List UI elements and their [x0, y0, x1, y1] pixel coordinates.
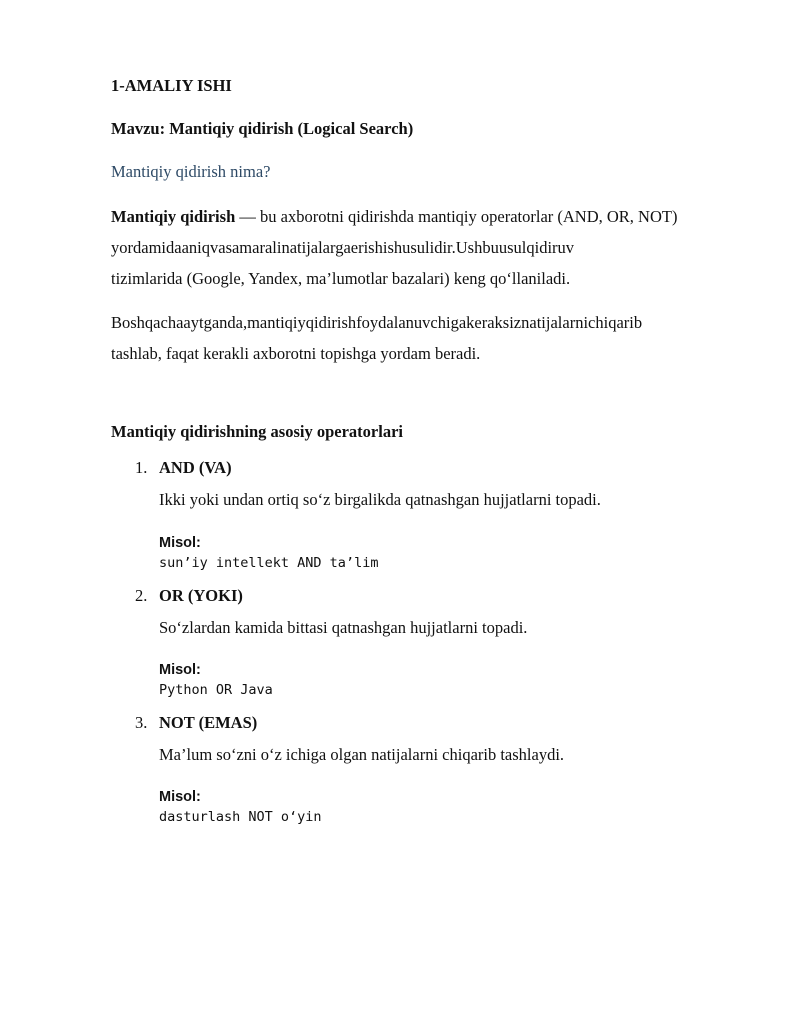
example-code: dasturlash NOT o‘yin — [159, 809, 322, 825]
list-number: 1. — [135, 458, 148, 477]
operator-name: AND (VA) — [159, 458, 232, 477]
summary-word: natijalarni — [521, 313, 589, 332]
definition-word: usul — [498, 238, 527, 257]
definition-word: qidiruv — [526, 238, 575, 257]
definition-line-1-rest: — bu axborotni qidirishda mantiqiy operatorlar (AND, OR, NOT) — [235, 207, 678, 226]
summary-line-1 — [111, 307, 743, 338]
definition-word: samarali — [225, 238, 282, 257]
section-heading-operators: Mantiqiy qidirishning asosiy operatorlari — [111, 422, 403, 441]
definition-word: yordamida — [111, 238, 182, 257]
definition-word: aniq — [181, 238, 210, 257]
document-title: 1-AMALIY ISHI — [111, 76, 232, 95]
operator-description: So‘zlardan kamida bittasi qatnashgan hujjatlarni topadi. — [159, 618, 528, 637]
example-label: Misol: — [159, 789, 201, 805]
definition-word: usulidir. — [402, 238, 456, 257]
example-code: sun’iy intellekt AND ta’lim — [159, 555, 379, 571]
definition-line-2 — [111, 232, 743, 263]
definition-line-1 — [111, 201, 743, 232]
operator-name: OR (YOKI) — [159, 586, 243, 605]
operator-description: Ma’lum so‘zni o‘z ichiga olgan natijalarni chiqarib tashlaydi. — [159, 745, 565, 764]
definition-word: erishish — [350, 238, 403, 257]
list-number: 2. — [135, 586, 148, 605]
definition-word: va — [209, 238, 226, 257]
summary-paragraph — [111, 307, 743, 369]
definition-word: natijalarga — [281, 238, 351, 257]
summary-word: keraksiz — [466, 313, 522, 332]
operator-description: Ikki yoki undan ortiq so‘z birgalikda qatnashgan hujjatlarni topadi. — [159, 490, 601, 509]
section-heading-question: Mantiqiy qidirish nima? — [111, 162, 271, 181]
definition-line-3: tizimlarida (Google, Yandex, ma’lumotlar bazalari) keng qo‘llaniladi. — [111, 269, 571, 288]
summary-word: Boshqacha — [111, 313, 184, 332]
example-label: Misol: — [159, 662, 201, 678]
list-number: 3. — [135, 713, 148, 732]
definition-word: Ushbu — [455, 238, 499, 257]
summary-word: qidirish — [305, 313, 357, 332]
summary-word: chiqarib — [588, 313, 643, 332]
summary-word: foydalanuvchiga — [356, 313, 467, 332]
definition-term: Mantiqiy qidirish — [111, 207, 236, 226]
example-label: Misol: — [159, 535, 201, 551]
summary-word: aytganda, — [183, 313, 248, 332]
topic-line: Mavzu: Mantiqiy qidirish (Logical Search) — [111, 119, 414, 138]
example-code: Python OR Java — [159, 682, 273, 698]
summary-line-2: tashlab, faqat kerakli axborotni topishga yordam beradi. — [111, 344, 481, 363]
operator-name: NOT (EMAS) — [159, 713, 258, 732]
definition-paragraph — [111, 201, 743, 294]
summary-word: mantiqiy — [247, 313, 306, 332]
